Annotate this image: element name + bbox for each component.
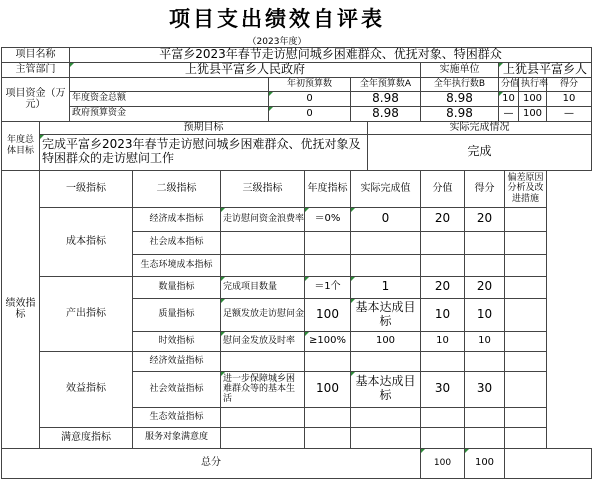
- header-l1: 一级指标: [40, 170, 133, 207]
- indicator-l3: 足额发放走访慰问金: [221, 298, 305, 331]
- indicator-l2: 生态环境成本指标: [133, 254, 221, 276]
- project-name-label: 项目名称: [2, 48, 70, 63]
- indicator-actual: 基本达成目标: [351, 371, 421, 407]
- page-title: 项目支出绩效自评表: [169, 7, 385, 31]
- indicator-l2: 服务对象满意度: [133, 427, 221, 448]
- group-benefit: 效益指标: [40, 351, 133, 427]
- indicator-got: 30: [465, 371, 505, 407]
- funds-row-full: 8.98: [351, 91, 421, 106]
- indicator-l2: 质量指标: [133, 298, 221, 331]
- goals-label: 年度总体目标: [2, 121, 40, 170]
- indicator-actual: 100: [351, 331, 421, 351]
- col-got: 得分: [547, 77, 592, 91]
- funds-row-rate: 100: [519, 91, 547, 106]
- header-score: 分值: [421, 170, 465, 207]
- project-name-value: 平富乡2023年春节走访慰问城乡困难群众、优抚对象、特困群众: [70, 48, 592, 63]
- indicator-got: 10: [465, 331, 505, 351]
- funds-label: 项目资金（万元）: [2, 77, 70, 121]
- funds-row-score: 10: [499, 91, 519, 106]
- impl-label: 实施单位: [421, 62, 499, 77]
- header-annual: 年度指标: [305, 170, 351, 207]
- funds-row-got: —: [547, 106, 592, 121]
- funds-row-name: 年度资金总额: [70, 91, 269, 106]
- indicator-l2: 社会成本指标: [133, 231, 221, 254]
- indicator-l2: 经济效益指标: [133, 351, 221, 371]
- indicator-got: 10: [465, 298, 505, 331]
- col-budget: 年初预算数: [269, 77, 351, 91]
- total-got: 100: [465, 448, 505, 478]
- header-got: 得分: [465, 170, 505, 207]
- group-cost: 成本指标: [40, 207, 133, 276]
- year-label: （2023年度）: [247, 37, 307, 47]
- dept-value: 上犹县平富乡人民政府: [70, 62, 421, 77]
- total-score: 100: [421, 448, 465, 478]
- header-l2: 二级指标: [133, 170, 221, 207]
- indicator-l2: 时效指标: [133, 331, 221, 351]
- group-satisfaction: 满意度指标: [40, 427, 133, 448]
- indicator-annual: ≥100%: [305, 331, 351, 351]
- header-l3: 三级指标: [221, 170, 305, 207]
- actual-label: 实际完成情况: [368, 121, 592, 134]
- funds-row-got: 10: [547, 91, 592, 106]
- funds-row-exec: 8.98: [421, 91, 499, 106]
- indicator-annual: ＝0%: [305, 207, 351, 231]
- indicator-got: 20: [465, 276, 505, 298]
- funds-row-name: 政府预算资金: [70, 106, 269, 121]
- indicator-l3: 进一步保障城乡困难群众等的基本生活: [221, 371, 305, 407]
- col-rate: 执行率: [519, 77, 547, 91]
- indicator-score: 10: [421, 298, 465, 331]
- indicator-annual: 100: [305, 298, 351, 331]
- funds-row-rate: 100: [519, 106, 547, 121]
- indicator-l3: 走访慰问资金浪费率: [221, 207, 305, 231]
- impl-value: 上犹县平富乡人: [499, 62, 592, 77]
- dept-label: 主管部门: [2, 62, 70, 77]
- indicator-score: 30: [421, 371, 465, 407]
- expected-label: 预期目标: [40, 121, 368, 134]
- evaluation-table: [1, 47, 592, 479]
- funds-row-budget: 0: [269, 106, 351, 121]
- group-output: 产出指标: [40, 276, 133, 351]
- indicator-score: 20: [421, 276, 465, 298]
- actual-goal: 完成: [368, 134, 592, 170]
- col-score: 分值: [499, 77, 519, 91]
- indicator-l2: 社会效益指标: [133, 371, 221, 407]
- indicator-l2: 生态效益指标: [133, 407, 221, 427]
- expected-goal: 完成平富乡2023年春节走访慰问城乡困难群众、优抚对象及特困群众的走访慰问工作: [40, 134, 368, 170]
- indicator-l3: 完成项目数量: [221, 276, 305, 298]
- header-actual: 实际完成值: [351, 170, 421, 207]
- indicator-actual: 1: [351, 276, 421, 298]
- col-executed: 全年执行数B: [421, 77, 499, 91]
- indicator-annual: 100: [305, 371, 351, 407]
- funds-row-exec: 8.98: [421, 106, 499, 121]
- col-full-budget: 全年预算数A: [351, 77, 421, 91]
- indicator-score: 20: [421, 207, 465, 231]
- funds-row-budget: 0: [269, 91, 351, 106]
- indicator-l2: 数量指标: [133, 276, 221, 298]
- indicator-got: 20: [465, 207, 505, 231]
- indicator-score: 10: [421, 331, 465, 351]
- header-reason: 偏差原因分析及改进措施: [505, 170, 547, 207]
- indicators-section-label: 绩效指标: [2, 170, 40, 448]
- funds-row-score: —: [499, 106, 519, 121]
- indicator-l2: 经济成本指标: [133, 207, 221, 231]
- funds-row-full: 8.98: [351, 106, 421, 121]
- indicator-l3: 慰问金发放及时率: [221, 331, 305, 351]
- indicator-actual: 0: [351, 207, 421, 231]
- indicator-annual: ＝1个: [305, 276, 351, 298]
- total-label: 总分: [2, 448, 421, 478]
- indicator-actual: 基本达成目标: [351, 298, 421, 331]
